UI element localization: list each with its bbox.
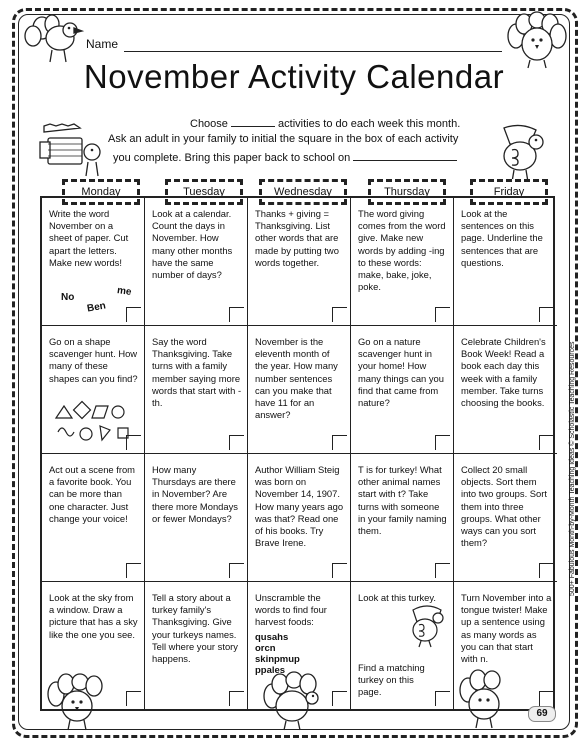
activity-cell-week1-friday	[454, 198, 557, 326]
activity-text: November is the eleventh month of the year. How many number sentences can you make that have 11 for an answer?	[255, 336, 338, 421]
activity-cell-week4-monday	[42, 582, 145, 709]
activity-text: Write the word November on a sheet of paper. Cut apart the letters. Make new words!	[49, 208, 129, 268]
activity-text: Celebrate Children's Book Week! Read a book each day this week with a family member. Take turns choosing the books.	[461, 336, 546, 409]
activity-cell-week4-friday	[454, 582, 557, 709]
activity-cell-week2-tuesday	[145, 326, 248, 454]
letter-word-ben: Ben	[86, 300, 107, 315]
day-header-wednesday: Wednesday	[259, 179, 347, 205]
activity-text: The word giving comes from the word give. Make new words by adding -ing to these words: make, bake, joke, poke.	[358, 208, 446, 293]
initial-box[interactable]	[126, 435, 141, 450]
turkey-to-match-icon	[407, 604, 447, 648]
initial-box[interactable]	[539, 563, 554, 578]
initial-box[interactable]	[229, 307, 244, 322]
initial-box[interactable]	[539, 691, 554, 706]
activity-text: Turn November into a tongue twister! Make up a sentence using as many words as you can that start with n.	[461, 592, 552, 665]
activity-text: Go on a shape scavenger hunt. How many of these shapes can you find?	[49, 336, 138, 384]
instruction-choose: Choose	[190, 118, 228, 130]
activity-cell-week1-thursday	[351, 198, 454, 326]
activity-cell-week2-monday	[42, 326, 145, 454]
scrambled-word: qusahs	[255, 631, 289, 643]
activity-text: How many Thursdays are there in November? Are there more Mondays or fewer Mondays?	[152, 464, 238, 524]
pilgrim-turkey-left-icon	[34, 122, 106, 182]
day-header-friday: Friday	[470, 179, 548, 205]
activity-text: Look at the sentences on this page. Underline the sentences that are questions.	[461, 208, 543, 268]
day-header-monday: Monday	[62, 179, 140, 205]
return-date-blank[interactable]	[353, 150, 457, 161]
initial-box[interactable]	[539, 435, 554, 450]
initial-box[interactable]	[126, 563, 141, 578]
activity-text: Author William Steig was born on November 14, 1907. How many years ago was that? Read one of his books. Try Brave Irene.	[255, 464, 344, 549]
letter-word-me: me	[116, 285, 133, 298]
activity-text: Unscramble the words to find four harvest foods:	[255, 592, 327, 628]
instruction-line-2: Ask an adult in your family to initial the square in the box of each activity	[108, 133, 459, 145]
instruction-line-1	[190, 116, 460, 130]
activity-cell-week4-wednesday	[248, 582, 351, 709]
shapes-icon	[52, 400, 136, 446]
page-number: 69	[528, 706, 556, 722]
initial-box[interactable]	[126, 307, 141, 322]
name-field[interactable]	[124, 51, 502, 52]
activity-text: Tell a story about a turkey family's Thanksgiving. Give your turkeys names. Tell where your story happens.	[152, 592, 238, 665]
activity-cell-week3-thursday	[351, 454, 454, 582]
instruction-line-3	[113, 150, 457, 164]
activity-text: Say the word Thanksgiving. Take turns with a family member saying more words that start with -th.	[152, 336, 242, 409]
activity-calendar-grid	[40, 196, 555, 711]
activity-cell-week3-tuesday	[145, 454, 248, 582]
initial-box[interactable]	[332, 307, 347, 322]
choose-count-blank[interactable]	[231, 116, 275, 127]
activity-cell-week3-monday	[42, 454, 145, 582]
turkey-match-text: Find a matching turkey on this page.	[358, 662, 425, 698]
instruction-line-3-text: you complete. Bring this paper back to school on	[113, 152, 351, 164]
activity-cell-week3-wednesday	[248, 454, 351, 582]
day-header-tuesday: Tuesday	[165, 179, 243, 205]
scrambled-word-list	[255, 632, 345, 676]
scrambled-word: skinpmup	[255, 653, 300, 665]
side-credit: 500+ Fabulous Month-by-Month Teaching Ideas © Scholastic Teaching Resources	[569, 341, 576, 596]
activity-text: Go on a nature scavenger hunt in your home! How many things can you find that came from nature?	[358, 336, 444, 409]
initial-box[interactable]	[435, 307, 450, 322]
activity-text: Look at this turkey.	[358, 592, 436, 603]
activity-text: Collect 20 small objects. Sort them into two groups. Sort them into three groups. What other ways can you sort them?	[461, 464, 547, 549]
initial-box[interactable]	[332, 691, 347, 706]
activity-text: Look at a calendar. Count the days in November. How many other months have the same number of days?	[152, 208, 233, 281]
name-label: Name	[86, 37, 119, 51]
activity-cell-week2-friday	[454, 326, 557, 454]
scrambled-word: orcn	[255, 642, 276, 654]
initial-box[interactable]	[435, 691, 450, 706]
day-header-thursday: Thursday	[368, 179, 446, 205]
activity-cell-week2-thursday	[351, 326, 454, 454]
initial-box[interactable]	[229, 563, 244, 578]
scrambled-word: ppales	[255, 664, 286, 676]
initial-box[interactable]	[126, 691, 141, 706]
initial-box[interactable]	[229, 691, 244, 706]
initial-box[interactable]	[435, 563, 450, 578]
initial-box[interactable]	[332, 435, 347, 450]
activity-cell-week4-tuesday	[145, 582, 248, 709]
letter-word-no: No	[61, 292, 75, 303]
activity-text: Thanks + giving = Thanksgiving. List other words that are made by putting two words together.	[255, 208, 339, 268]
instruction-line-1-end: activities to do each week this month.	[278, 118, 461, 130]
activity-cell-week4-thursday	[351, 582, 454, 709]
initial-box[interactable]	[435, 435, 450, 450]
initial-box[interactable]	[332, 563, 347, 578]
turkey-right-middle-icon	[490, 124, 554, 184]
activity-cell-week1-wednesday	[248, 198, 351, 326]
activity-text: T is for turkey! What other animal names start with t? Take turns with someone in your family naming them.	[358, 464, 447, 537]
initial-box[interactable]	[229, 435, 244, 450]
activity-cell-week2-wednesday	[248, 326, 351, 454]
activity-text: Act out a scene from a favorite book. You can be more than one character. Just change your voice!	[49, 464, 135, 524]
activity-cell-week3-friday	[454, 454, 557, 582]
activity-cell-week1-tuesday	[145, 198, 248, 326]
page-title: November Activity Calendar	[83, 58, 505, 95]
initial-box[interactable]	[539, 307, 554, 322]
activity-text: Look at the sky from a window. Draw a picture that has a sky like the one you see.	[49, 592, 138, 640]
